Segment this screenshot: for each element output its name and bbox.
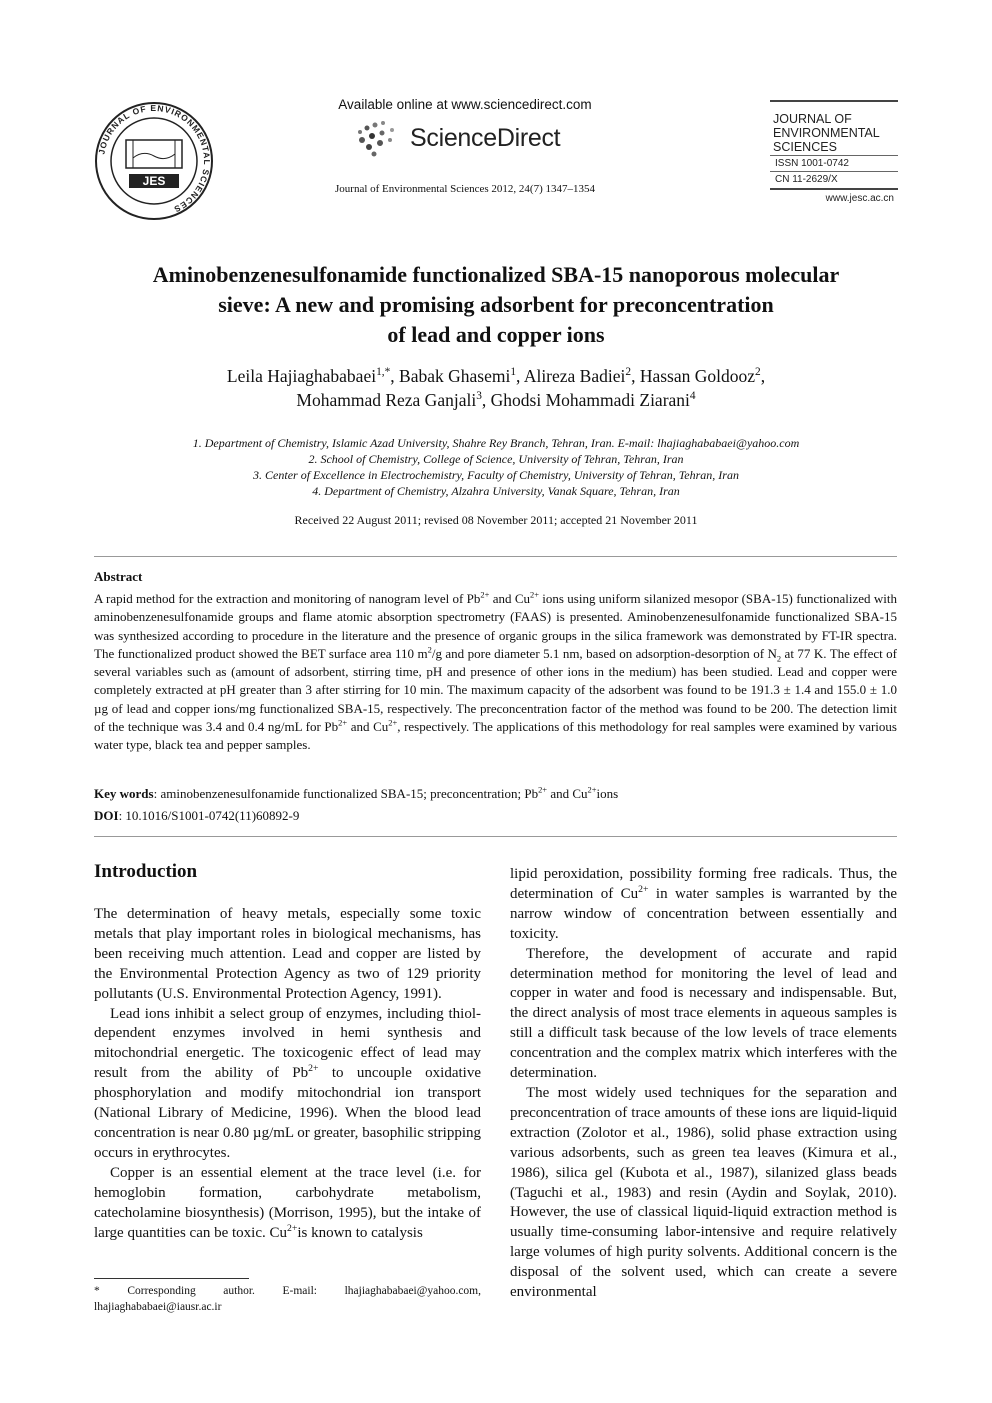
doi-label: DOI: [94, 808, 119, 823]
logo-abbr: JES: [142, 174, 166, 188]
author-sup: 2: [755, 366, 761, 379]
issn: ISSN 1001-0742: [770, 155, 898, 172]
author-sup: 2: [625, 366, 632, 379]
journal-name-line: SCIENCES: [773, 140, 837, 154]
doi: [94, 808, 897, 824]
divider: [94, 556, 897, 557]
doi-value[interactable]: : 10.1016/S1001-0742(11)60892-9: [118, 808, 300, 823]
left-column: [94, 905, 481, 1243]
keywords: Key words: aminobenzenesulfonamide functionalized SBA-15; preconcentration; $Pb^{2+}$ and $Cu^{2+}ions$: [94, 784, 619, 801]
journal-name-line: ENVIRONMENTAL: [773, 126, 880, 140]
abstract-heading: Abstract: [94, 569, 143, 584]
author-sup: 3: [476, 390, 482, 403]
journal-logo: [93, 100, 215, 222]
journal-box: [770, 100, 898, 204]
footnote-rule: [94, 1278, 249, 1279]
sciencedirect-logo: [352, 118, 592, 160]
section-heading-introduction: Introduction: [94, 861, 198, 882]
author-sup: 1: [510, 366, 517, 379]
sciencedirect-dots-icon: [352, 118, 408, 160]
available-online: Available online at www.sciencedirect.com: [338, 97, 592, 112]
journal-name-line: JOURNAL OF: [773, 112, 852, 126]
affiliation: 1. Department of Chemistry, Islamic Azad University, Shahre Rey Branch, Tehran, Iran. E-mail: lhajiaghababaei@yahoo.com: [192, 436, 800, 450]
affiliations: [96, 435, 896, 499]
paragraph: Copper is an essential element at the trace level (i.e. for hemoglobin formation, carbohydrate metabolism, catecholamine biosynthesis) (Morrison, 1995), but the intake of large quantities can be toxic. $Cu^{2+}is$ known to catalysis: [94, 1164, 481, 1241]
affiliation: 3. Center of Excellence in Electrochemistry, Faculty of Chemistry, University of Tehran, Tehran, Iran: [253, 468, 739, 482]
author: Babak Ghasemi: [399, 366, 511, 386]
paragraph: The most widely used techniques for the separation and preconcentration of trace amounts of these ions are liquid-liquid extraction (Zolotor et al., 1986), solid phase extraction using various adsorbents, such as green tea leaves (Kimura et al., 1986), silica gel (Kubota et al., 1987), silanized glass beads (Taguchi et al., 1983) and resin (Aydin and Soylak, 2010). However, the use of classical liquid-liquid extraction method is usually time-consuming labor-intensive and require relatively large volumes of high purity solvents. Additional concern is the disposal of the solvent used, which can create a severe environmental: [510, 1084, 897, 1301]
received-dates: Received 22 August 2011; revised 08 November 2011; accepted 21 November 2011: [294, 513, 698, 527]
journal-citation: Journal of Environmental Sciences 2012, 24(7) 1347–1354: [335, 183, 595, 195]
journal-url[interactable]: www.jesc.ac.cn: [825, 193, 894, 204]
right-column: [510, 865, 897, 1303]
sciencedirect-wordmark: ScienceDirect: [410, 124, 561, 152]
logo-ring-text: JOURNAL OF ENVIRONMENTAL SCIENCES: [96, 102, 213, 215]
paragraph: lipid peroxidation, possibility forming free radicals. Thus, the determination of $Cu^{2+}$ in water samples is warranted by the narrow window of concentration between essentially and toxicity.: [510, 866, 897, 942]
paragraph: The determination of heavy metals, especially some toxic metals that play important roles in biological mechanisms, has been receiving much attention. Lead and copper are listed by the Environmental Protection Agency as two of 129 priority pollutants (U.S. Environmental Protection Agency, 1991).: [94, 906, 481, 1002]
author: Leila Hajiaghababaei: [226, 366, 377, 386]
affiliation: 2. School of Chemistry, College of Science, University of Tehran, Tehran, Iran: [308, 452, 684, 466]
affiliation: 4. Department of Chemistry, Alzahra University, Vanak Square, Tehran, Iran: [312, 484, 680, 498]
author: Hassan Goldooz: [639, 366, 755, 386]
title-line: of lead and copper ions: [387, 322, 605, 347]
keywords-label: Key words: [94, 786, 154, 801]
author: Mohammad Reza Ganjali: [296, 390, 477, 410]
corresponding-author-footnote: * Corresponding author. E-mail: lhajiaghababaei@yahoo.com, lhajiaghababaei@iausr.ac.ir: [94, 1285, 481, 1313]
author: Alireza Badiei: [523, 366, 626, 386]
paragraph: Lead ions inhibit a select group of enzymes, including thiol-dependent enzymes involved in hemi synthesis and mitochondrial energetic. The toxicogenic effect of lead may result from the ability of $Pb^{2+}$ to uncouple oxidative phosphorylation and modify mitochondrial ion transport (National Library of Medicine, 1996). When the blood lead concentration is near 0.80 µg/mL or greater, basophilic stripping occurs in erythrocytes.: [94, 1005, 482, 1161]
paragraph: Therefore, the development of accurate and rapid determination method for monitoring the level of lead and copper in water and food is necessary and indispensable. But, the direct analysis of most trace elements in aqueous samples is still a difficult task because of the low levels of trace elements concentration and the complex matrix which interferes with the determination.: [510, 945, 897, 1082]
svg-text:JOURNAL OF ENVIRONMENTAL SCIEN: [96, 103, 212, 215]
title-line: Aminobenzenesulfonamide functionalized SBA-15 nanoporous molecular: [152, 262, 840, 287]
author: Ghodsi Mohammadi Ziarani: [490, 390, 690, 410]
author-list: Leila Hajiaghababaei$^{1,*}$, Babak Ghasemi$^1$, Alireza Badiei$^2$, Hassan Goldooz$^2$, Mohammad Reza Ganjali$^3$, Ghodsi Mohammadi Ziarani$^4$: [226, 366, 766, 410]
author-sup: 1,*: [376, 366, 391, 379]
divider: [94, 836, 897, 837]
cn-number: CN 11-2629/X: [770, 172, 898, 190]
paper-title: [96, 260, 896, 350]
author-sup: 4: [689, 390, 696, 403]
abstract-text: A rapid method for the extraction and monitoring of nanogram level of $Pb^{2+}$ and $Cu^{2+}$ ions using uniform silanized mesopor (SBA-15) functionalized with aminobenzenesulfonamide groups and flame atomic absorption spectrometry (FAAS) is presented. Aminobenzenesulfonamide functionalized SBA-15 was synthesized according to procedure in the literature and the presence of organic groups in the silica framework was demonstrated by FT-IR spectra. The functionalized product showed the BET surface area 110 $m^2/g$ and pore diameter 5.1 nm, based on adsorption-desorption of $N_2$ at 77 K. The effect of several variables such as (amount of adsorbent, stirring time, pH and presence of other ions in the medium) has been studied. Lead and copper were completely extracted at pH greater than 3 after stirring for 10 min. The maximum capacity of the adsorbent was found to be 191.3 ± 1.4 and 155.0 ± 1.0 µg of lead and copper ions/mg functionalized SBA-15, respectively. The preconcentration factor of the method was found to be 200. The detection limit of the technique was 3.4 and 0.4 ng/mL for $Pb^{2+}$ and $Cu^{2+}$, respectively. The applications of this methodology for real samples were examined by various water type, black tea and pepper samples.: [94, 589, 898, 753]
title-line: sieve: A new and promising adsorbent for preconcentration: [218, 292, 774, 317]
